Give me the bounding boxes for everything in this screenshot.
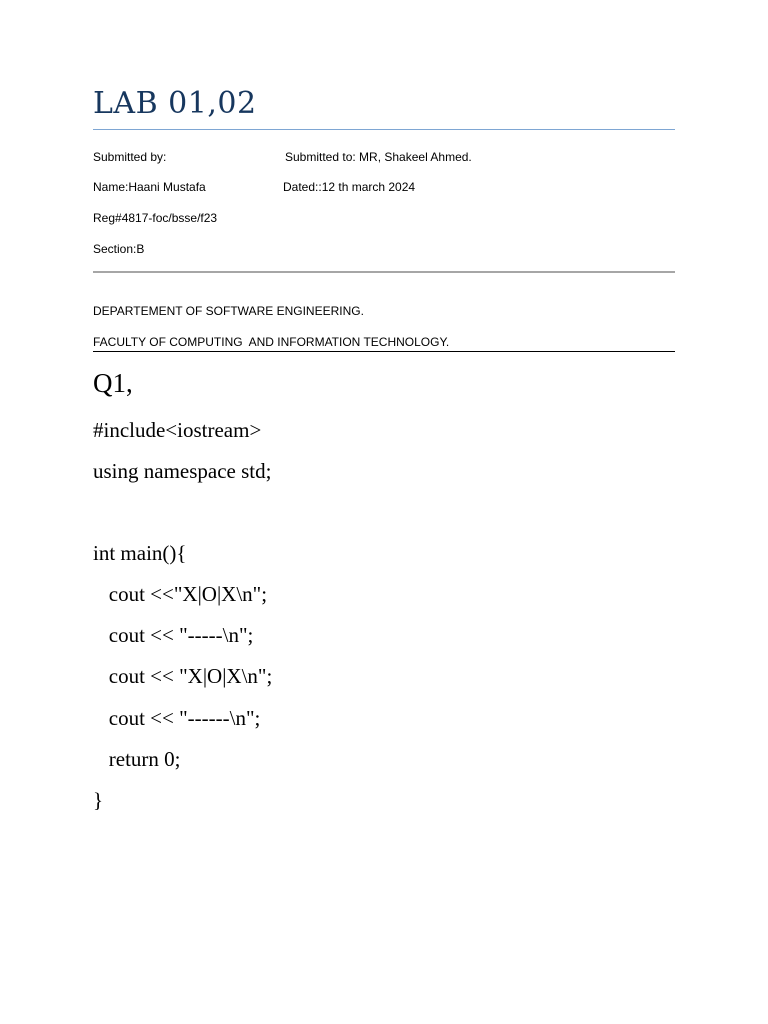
code-line-return: return 0; (93, 747, 181, 771)
document-title: LAB 01,02 (93, 86, 257, 121)
submitted-by-label: Submitted by: (93, 150, 167, 164)
code-line-cout-1: cout <<"X|O|X\n"; (93, 582, 268, 606)
question-heading: Q1, (93, 368, 133, 398)
section-text: Section:B (93, 242, 145, 256)
department-name: DEPARTEMENT OF SOFTWARE ENGINEERING. (93, 304, 364, 318)
code-line-include: #include<iostream> (93, 418, 262, 442)
code-line-main: int main(){ (93, 541, 187, 565)
code-line-cout-2: cout << "-----\n"; (93, 623, 254, 647)
title-underline (93, 129, 675, 130)
registration-number: Reg#4817-foc/bsse/f23 (93, 211, 218, 225)
section-divider (93, 271, 675, 273)
code-line-namespace: using namespace std; (93, 459, 272, 483)
code-line-cout-3: cout << "X|O|X\n"; (93, 664, 273, 688)
student-name: Name:Haani Mustafa (93, 180, 206, 194)
faculty-underline (93, 351, 675, 352)
code-line-close-brace: } (93, 788, 104, 812)
code-line-cout-4: cout << "------\n"; (93, 706, 261, 730)
submitted-to-text: Submitted to: MR, Shakeel Ahmed. (285, 150, 472, 164)
faculty-name: FACULTY OF COMPUTING AND INFORMATION TECHNOLOGY. (93, 335, 450, 349)
date-text: Dated::12 th march 2024 (283, 180, 416, 194)
